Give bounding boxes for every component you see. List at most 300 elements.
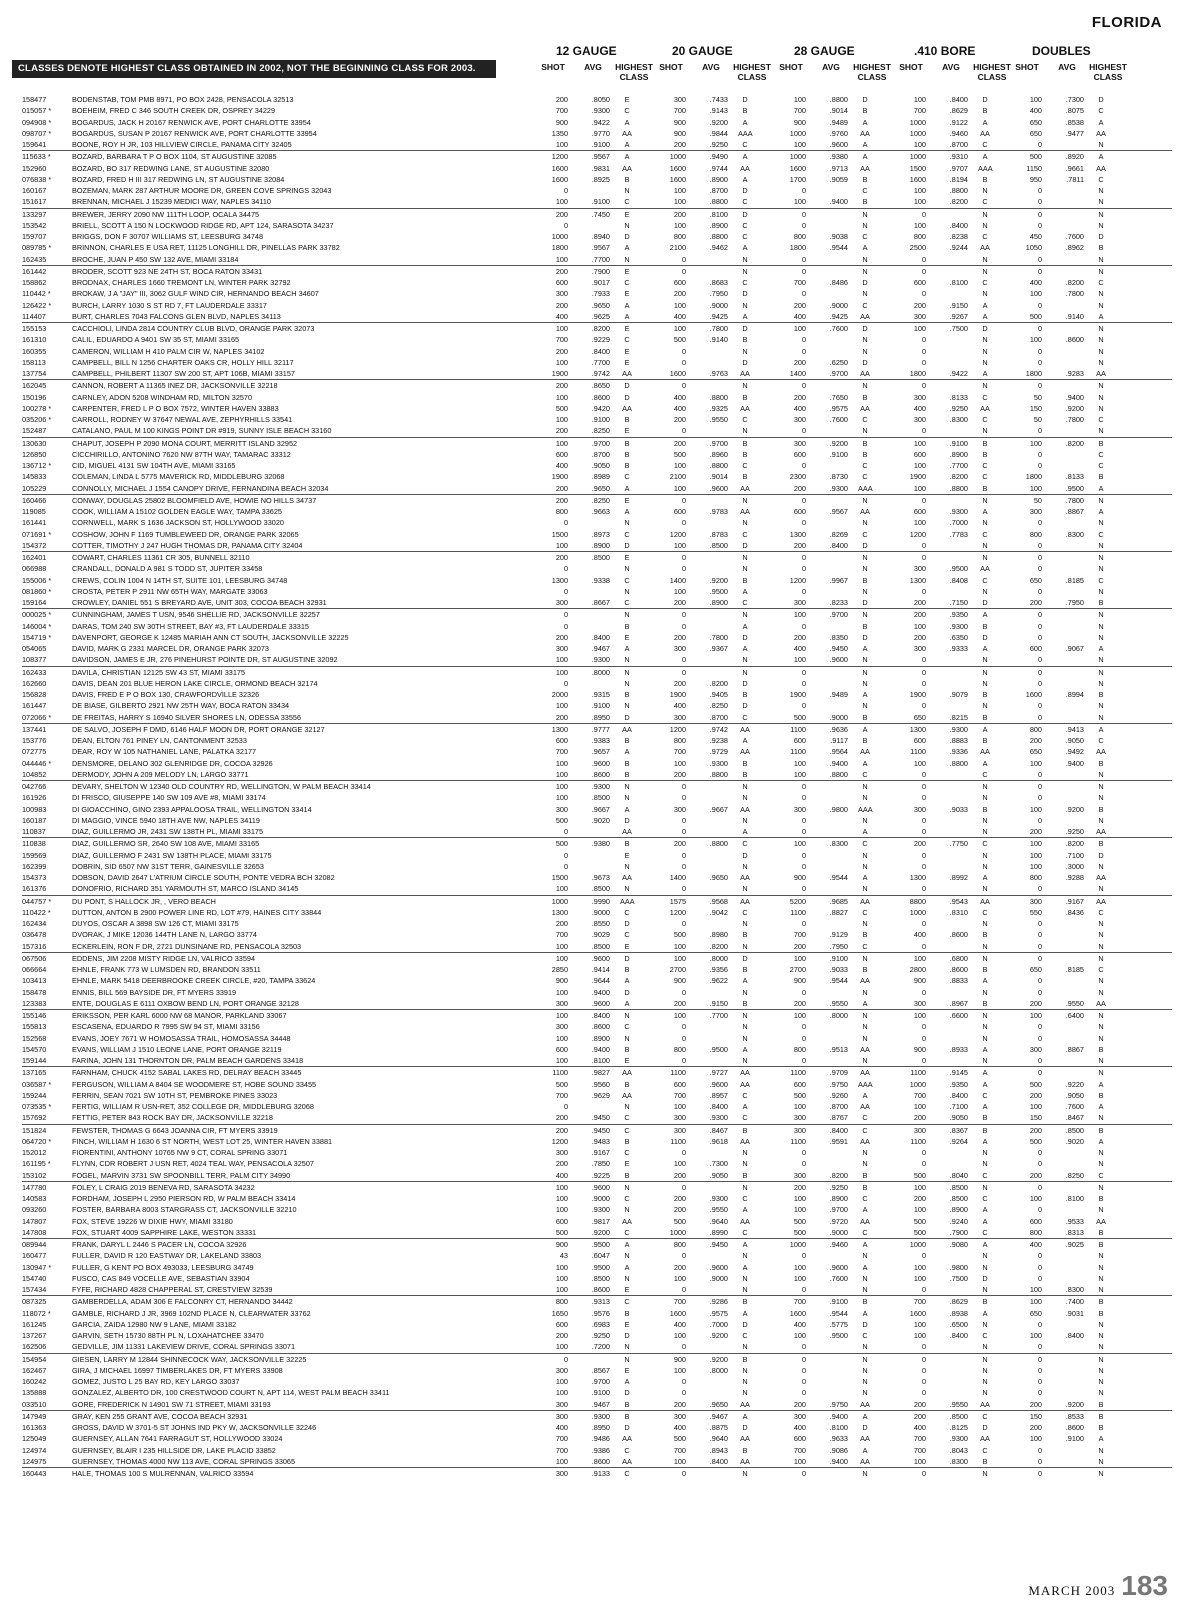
- 410-shot-cell: 0: [921, 987, 926, 997]
- 28ga-class-cell: N: [862, 655, 868, 665]
- table-row: [22, 712, 1172, 724]
- col-avg-header: AVG: [702, 62, 720, 72]
- dbl-avg-cell: .8313: [1065, 1227, 1084, 1237]
- table-row: [22, 1125, 1172, 1136]
- dbl-shot-cell: 100: [1029, 335, 1042, 345]
- 12ga-avg-cell: .7200: [591, 1342, 610, 1352]
- 12ga-class-cell: N: [624, 1011, 630, 1020]
- col-avg-header: AVG: [584, 62, 602, 72]
- table-row: [22, 311, 1172, 323]
- 410-avg-cell: .8700: [949, 140, 968, 149]
- 410-avg-cell: .8040: [949, 1170, 968, 1180]
- 12ga-avg-cell: .9700: [591, 438, 610, 448]
- 20ga-shot-cell: 500: [673, 1216, 686, 1226]
- 12ga-avg-cell: .9000: [591, 907, 610, 917]
- 12ga-class-cell: A: [624, 507, 630, 516]
- 28ga-class-cell: N: [862, 209, 868, 219]
- 20ga-class-cell: B: [742, 769, 748, 779]
- 410-shot-cell: 200: [913, 1411, 926, 1421]
- 410-avg-cell: .9336: [949, 747, 968, 757]
- member-name-address: GUERNSEY, ALLAN 7641 FARRAGUT ST, HOLLYWOOD 33024: [72, 1434, 283, 1444]
- 12ga-avg-cell: .9338: [591, 575, 610, 585]
- table-row: [22, 105, 1172, 116]
- 20ga-shot-cell: 800: [673, 1044, 686, 1054]
- 12ga-avg-cell: .8100: [591, 1056, 610, 1065]
- 410-class-cell: C: [982, 1411, 988, 1421]
- dbl-class-cell: B: [1098, 243, 1104, 253]
- 410-class-cell: B: [982, 106, 988, 116]
- 410-avg-cell: .9122: [949, 117, 968, 127]
- table-row: [22, 449, 1172, 460]
- 12ga-shot-cell: 100: [555, 1194, 568, 1203]
- 28ga-class-cell: D: [862, 95, 868, 104]
- member-name-address: GONZALEZ, ALBERTO DR, 100 CRESTWOOD COURT N, APT 114, WEST PALM BEACH 33411: [72, 1388, 390, 1398]
- 28ga-avg-cell: .8350: [829, 632, 848, 642]
- dbl-class-cell: N: [1098, 220, 1104, 230]
- 410-shot-cell: 0: [921, 1033, 926, 1043]
- 28ga-shot-cell: 100: [793, 655, 806, 665]
- member-id: 133297: [22, 209, 47, 219]
- 20ga-class-cell: N: [742, 782, 748, 791]
- 28ga-class-cell: N: [862, 678, 868, 688]
- 28ga-shot-cell: 0: [801, 701, 806, 711]
- 410-class-cell: AA: [980, 896, 990, 906]
- member-name-address: DENSMORE, DELANO 302 GLENRIDGE DR, COCOA 32926: [72, 758, 273, 768]
- 12ga-shot-cell: 300: [555, 644, 568, 653]
- table-row: [22, 746, 1172, 757]
- 12ga-shot-cell: 1200: [551, 152, 568, 162]
- 410-class-cell: A: [982, 758, 988, 768]
- dbl-avg-cell: .9200: [1065, 403, 1084, 413]
- member-name-address: DIAZ, GUILLERMO SR, 2640 SW 108 AVE, MIAMI 33165: [72, 839, 260, 849]
- 410-shot-cell: 700: [913, 1445, 926, 1455]
- 12ga-avg-cell: .8500: [591, 941, 610, 951]
- 410-class-cell: N: [982, 220, 988, 230]
- 12ga-shot-cell: 600: [555, 1216, 568, 1226]
- 12ga-avg-cell: .9229: [591, 335, 610, 345]
- dbl-class-cell: AA: [1096, 747, 1106, 757]
- 28ga-shot-cell: 1100: [790, 907, 806, 917]
- 28ga-class-cell: C: [862, 300, 868, 310]
- 410-avg-cell: .9267: [949, 311, 968, 321]
- member-name-address: FERRIN, SEAN 7021 SW 10TH ST, PEMBROKE PINES 33023: [72, 1090, 278, 1100]
- 12ga-class-cell: AA: [622, 724, 632, 734]
- dbl-shot-cell: 0: [1037, 1262, 1042, 1272]
- table-row: [22, 209, 1172, 220]
- dbl-shot-cell: 100: [1029, 95, 1042, 104]
- 410-shot-cell: 0: [921, 357, 926, 367]
- 20ga-shot-cell: 300: [673, 1125, 686, 1135]
- 12ga-class-cell: B: [624, 1079, 630, 1089]
- 28ga-shot-cell: 0: [801, 1377, 806, 1386]
- member-name-address: DI MAGGIO, VINCE 5940 18TH AVE NW, NAPLES 34119: [72, 815, 260, 825]
- dbl-avg-cell: .7600: [1065, 1102, 1084, 1111]
- 28ga-class-cell: AAA: [858, 483, 873, 493]
- 28ga-shot-cell: 0: [801, 1365, 806, 1375]
- table-row: [22, 689, 1172, 700]
- 20ga-shot-cell: 800: [673, 232, 686, 241]
- 20ga-shot-cell: 100: [673, 540, 686, 550]
- member-name-address: FLYNN, CDR ROBERT J USN RET, 4024 TEAL WAY, PENSACOLA 32507: [72, 1159, 314, 1169]
- 20ga-avg-cell: .8900: [709, 174, 728, 184]
- 12ga-shot-cell: 100: [555, 1273, 568, 1283]
- member-id: 087325: [22, 1297, 47, 1307]
- 12ga-avg-cell: .8600: [591, 1022, 610, 1032]
- table-row: [22, 334, 1172, 345]
- 410-class-cell: N: [982, 782, 988, 791]
- dbl-class-cell: B: [1098, 598, 1104, 607]
- 410-avg-cell: .9707: [949, 163, 968, 173]
- dbl-shot-cell: 1800: [1025, 369, 1042, 378]
- 20ga-class-cell: B: [742, 392, 748, 402]
- 12ga-shot-cell: 2000: [551, 690, 568, 699]
- table-row: [22, 414, 1172, 425]
- 410-avg-cell: .8500: [949, 1411, 968, 1421]
- dbl-shot-cell: 600: [1029, 644, 1042, 653]
- table-row: [22, 609, 1172, 620]
- 410-avg-cell: .8900: [949, 449, 968, 459]
- 28ga-avg-cell: .8000: [829, 1011, 848, 1020]
- 20ga-shot-cell: 200: [673, 632, 686, 642]
- 410-shot-cell: 100: [913, 1182, 926, 1192]
- 12ga-class-cell: C: [624, 278, 630, 287]
- dbl-avg-cell: .8867: [1065, 1044, 1084, 1054]
- table-row: [22, 392, 1172, 403]
- 410-class-cell: C: [982, 1445, 988, 1455]
- 20ga-shot-cell: 700: [673, 1297, 686, 1307]
- member-id: 094908 *: [22, 117, 52, 127]
- 410-avg-cell: .9460: [949, 128, 968, 138]
- 410-shot-cell: 100: [913, 483, 926, 493]
- 20ga-avg-cell: .9050: [709, 1170, 728, 1180]
- table-row: [22, 1044, 1172, 1055]
- dbl-avg-cell: .8467: [1065, 1113, 1084, 1123]
- 12ga-avg-cell: .8900: [591, 1033, 610, 1043]
- 28ga-class-cell: N: [862, 1365, 868, 1375]
- 20ga-class-cell: AA: [740, 1136, 750, 1146]
- 28ga-avg-cell: .9685: [829, 896, 848, 906]
- 28ga-avg-cell: .9100: [829, 953, 848, 963]
- 410-shot-cell: 700: [913, 1434, 926, 1444]
- table-row: [22, 1422, 1172, 1433]
- 20ga-class-cell: N: [742, 655, 748, 665]
- 28ga-shot-cell: 200: [793, 1182, 806, 1192]
- table-row: [22, 838, 1172, 849]
- dbl-shot-cell: 0: [1037, 1469, 1042, 1478]
- member-name-address: DUTTON, ANTON B 2900 POWER LINE RD, LOT #79, HAINES CITY 33844: [72, 907, 322, 917]
- 28ga-shot-cell: 400: [793, 1319, 806, 1329]
- dbl-avg-cell: .8300: [1065, 529, 1084, 539]
- member-id: 157434: [22, 1285, 47, 1294]
- 20ga-class-cell: A: [742, 644, 748, 653]
- member-name-address: DI FRISCO, GIUSEPPE 140 SW 109 AVE #8, MIAMI 33174: [72, 793, 266, 803]
- dbl-shot-cell: 500: [1029, 1079, 1042, 1089]
- member-id: 114407: [22, 311, 46, 321]
- member-id: 157692: [22, 1113, 47, 1123]
- 12ga-shot-cell: 500: [555, 403, 568, 413]
- 20ga-class-cell: A: [742, 1262, 748, 1272]
- dbl-class-cell: N: [1098, 392, 1104, 402]
- dbl-shot-cell: 0: [1037, 1205, 1042, 1215]
- 20ga-shot-cell: 500: [673, 1434, 686, 1444]
- 12ga-shot-cell: 0: [563, 220, 568, 230]
- 12ga-shot-cell: 100: [555, 1388, 568, 1398]
- member-name-address: CRANDALL, DONALD A 981 S TODD ST, JUPITER 33458: [72, 564, 263, 574]
- member-id: 105229: [22, 483, 47, 493]
- 12ga-shot-cell: 0: [563, 1354, 568, 1364]
- dbl-class-cell: N: [1098, 1456, 1104, 1466]
- 28ga-shot-cell: 0: [801, 564, 806, 574]
- member-id: 157316: [22, 941, 47, 951]
- 28ga-avg-cell: .9713: [829, 163, 848, 173]
- member-name-address: DIAZ, GUILLERMO F 2431 SW 138TH PLACE, MIAMI 33175: [72, 850, 272, 860]
- 12ga-class-cell: B: [624, 461, 630, 470]
- 410-shot-cell: 100: [913, 220, 926, 230]
- 12ga-shot-cell: 0: [563, 850, 568, 860]
- 28ga-shot-cell: 0: [801, 919, 806, 928]
- 12ga-shot-cell: 100: [555, 540, 568, 550]
- 20ga-avg-cell: .9568: [709, 896, 728, 906]
- 12ga-avg-cell: .9315: [591, 690, 610, 699]
- 20ga-class-cell: N: [742, 1342, 748, 1352]
- 28ga-avg-cell: .9544: [829, 976, 848, 986]
- 28ga-class-cell: AA: [860, 507, 870, 516]
- 20ga-shot-cell: 0: [681, 621, 686, 631]
- 20ga-shot-cell: 700: [673, 1445, 686, 1455]
- dbl-class-cell: C: [1098, 461, 1104, 470]
- 12ga-avg-cell: .9100: [591, 415, 610, 424]
- dbl-shot-cell: 0: [1037, 941, 1042, 951]
- 20ga-class-cell: C: [742, 1194, 748, 1203]
- table-row: [22, 953, 1172, 964]
- 410-avg-cell: .9100: [949, 438, 968, 448]
- 28ga-class-cell: D: [862, 278, 868, 287]
- member-id: 161926: [22, 793, 47, 803]
- 12ga-avg-cell: .9500: [591, 1262, 610, 1272]
- 410-class-cell: B: [982, 736, 988, 745]
- dbl-class-cell: B: [1098, 690, 1104, 699]
- 410-shot-cell: 0: [921, 1354, 926, 1364]
- table-row: [22, 621, 1172, 632]
- 28ga-shot-cell: 500: [793, 1216, 806, 1226]
- 20ga-shot-cell: 100: [673, 300, 686, 310]
- 28ga-shot-cell: 600: [793, 736, 806, 745]
- member-name-address: FUSCO, CAS 849 VOCELLE AVE, SEBASTIAN 33904: [72, 1273, 250, 1283]
- dbl-shot-cell: 50: [1033, 495, 1042, 505]
- member-name-address: FOGEL, MARVIN 3731 SW SPOONBILL TERR, PALM CITY 34990: [72, 1170, 291, 1180]
- 28ga-avg-cell: .9600: [829, 655, 848, 665]
- 28ga-avg-cell: .9600: [829, 1262, 848, 1272]
- 28ga-class-cell: D: [862, 598, 868, 607]
- member-name-address: CACCHIOLI, LINDA 2814 COUNTRY CLUB BLVD, ORANGE PARK 32073: [72, 324, 315, 333]
- 12ga-class-cell: N: [624, 667, 630, 677]
- 410-class-cell: B: [982, 930, 988, 940]
- 12ga-shot-cell: 2850: [551, 965, 568, 974]
- 20ga-avg-cell: .8800: [709, 461, 728, 470]
- member-name-address: DEAR, ROY W 105 NATHANIEL LANE, PALATKA 32177: [72, 747, 257, 757]
- 20ga-class-cell: N: [742, 564, 748, 574]
- 410-avg-cell: .8933: [949, 1044, 968, 1054]
- 20ga-avg-cell: .8800: [709, 197, 728, 207]
- dbl-avg-cell: .8436: [1065, 907, 1084, 917]
- 20ga-class-cell: D: [742, 678, 748, 688]
- member-id: 115633 *: [22, 152, 51, 162]
- 12ga-class-cell: AA: [622, 163, 632, 173]
- 20ga-avg-cell: .8875: [709, 1423, 728, 1432]
- dbl-shot-cell: 200: [1029, 1423, 1042, 1432]
- dbl-shot-cell: 550: [1029, 907, 1042, 917]
- table-row: [22, 1112, 1172, 1124]
- member-name-address: DVORAK, J MIKE 12036 144TH LANE N, LARGO 33774: [72, 930, 257, 940]
- 12ga-shot-cell: 700: [555, 1445, 568, 1455]
- 28ga-class-cell: B: [862, 1182, 868, 1192]
- 28ga-shot-cell: 200: [793, 392, 806, 402]
- 20ga-avg-cell: .9200: [709, 575, 728, 585]
- 20ga-avg-cell: .9500: [709, 586, 728, 596]
- 410-class-cell: A: [982, 724, 988, 734]
- 12ga-class-cell: E: [624, 941, 630, 951]
- 410-shot-cell: 0: [921, 850, 926, 860]
- dbl-avg-cell: .6400: [1065, 1011, 1084, 1020]
- 20ga-shot-cell: 500: [673, 335, 686, 345]
- 28ga-avg-cell: .8486: [829, 278, 848, 287]
- member-id: 136712 *: [22, 461, 52, 470]
- 28ga-shot-cell: 100: [793, 610, 806, 620]
- 410-class-cell: N: [982, 1377, 988, 1386]
- 20ga-class-cell: N: [742, 1182, 748, 1192]
- dbl-class-cell: N: [1098, 655, 1104, 665]
- dbl-avg-cell: .3000: [1065, 861, 1084, 871]
- table-row: [22, 987, 1172, 998]
- 20ga-class-cell: N: [742, 987, 748, 997]
- 20ga-class-cell: D: [742, 289, 748, 299]
- 28ga-shot-cell: 900: [793, 873, 806, 882]
- 20ga-class-cell: A: [742, 621, 748, 631]
- col-shot-header: SHOT: [541, 62, 565, 72]
- 410-class-cell: N: [982, 209, 988, 219]
- 28ga-avg-cell: .8800: [829, 95, 848, 104]
- 20ga-shot-cell: 100: [673, 1011, 686, 1020]
- 28ga-class-cell: A: [862, 724, 868, 734]
- 410-shot-cell: 100: [913, 621, 926, 631]
- member-id: 098707 *: [22, 128, 52, 138]
- 410-avg-cell: .9300: [949, 1434, 968, 1444]
- 20ga-shot-cell: 1575: [669, 896, 686, 906]
- table-row: [22, 597, 1172, 609]
- 20ga-shot-cell: 100: [673, 941, 686, 951]
- dbl-shot-cell: 1800: [1025, 472, 1042, 482]
- 28ga-class-cell: A: [862, 690, 868, 699]
- 410-class-cell: N: [982, 426, 988, 436]
- 12ga-avg-cell: .9313: [591, 1297, 610, 1307]
- 12ga-class-cell: N: [624, 564, 630, 574]
- 12ga-class-cell: D: [624, 1388, 630, 1398]
- 12ga-shot-cell: 100: [555, 1205, 568, 1215]
- 12ga-shot-cell: 700: [555, 1434, 568, 1444]
- 410-class-cell: N: [982, 289, 988, 299]
- member-name-address: BOZARD, BARBARA T P O BOX 1104, ST AUGUSTINE 32085: [72, 152, 277, 162]
- 410-class-cell: N: [982, 1342, 988, 1352]
- 28ga-shot-cell: 100: [793, 95, 806, 104]
- table-row: [22, 128, 1172, 139]
- 28ga-shot-cell: 0: [801, 586, 806, 596]
- dbl-class-cell: N: [1098, 782, 1104, 791]
- 410-avg-cell: .8883: [949, 736, 968, 745]
- 12ga-class-cell: N: [624, 1102, 630, 1111]
- table-row: [22, 220, 1172, 231]
- 410-shot-cell: 0: [921, 495, 926, 505]
- 20ga-avg-cell: .8467: [709, 1125, 728, 1135]
- member-name-address: GROSS, DAVID W 3701-5 ST JOHNS IND PKY W, JACKSONVILLE 32246: [72, 1423, 317, 1432]
- table-row: [22, 552, 1172, 563]
- member-name-address: FARNHAM, CHUCK 4152 SABAL LAKES RD, DELRAY BEACH 33445: [72, 1068, 302, 1078]
- 28ga-avg-cell: .9380: [829, 152, 848, 162]
- 12ga-shot-cell: 1900: [551, 369, 568, 378]
- 20ga-avg-cell: .9143: [709, 106, 728, 116]
- dbl-avg-cell: .9031: [1065, 1308, 1084, 1318]
- 28ga-avg-cell: .9400: [829, 197, 848, 207]
- member-name-address: BRINNON, CHARLES E USA RET, 11125 LONGHILL DR, PINELLAS PARK 33782: [72, 243, 340, 253]
- 410-shot-cell: 200: [913, 839, 926, 849]
- 12ga-avg-cell: .9500: [591, 1240, 610, 1249]
- 410-avg-cell: .8400: [949, 1331, 968, 1340]
- 28ga-class-cell: N: [862, 289, 868, 299]
- dbl-shot-cell: 0: [1037, 953, 1042, 963]
- dbl-shot-cell: 0: [1037, 346, 1042, 356]
- 410-shot-cell: 1800: [909, 369, 926, 378]
- 28ga-shot-cell: 1700: [789, 174, 806, 184]
- 410-shot-cell: 0: [921, 1388, 926, 1398]
- member-name-address: ECKERLEIN, RON F DR, 2721 DUNSINANE RD, PENSACOLA 32503: [72, 941, 302, 951]
- dbl-shot-cell: 0: [1037, 220, 1042, 230]
- 410-class-cell: N: [982, 1262, 988, 1272]
- dbl-class-cell: A: [1098, 311, 1104, 321]
- member-id: 162506: [22, 1342, 47, 1352]
- 28ga-avg-cell: .9250: [829, 1182, 848, 1192]
- table-row: [22, 872, 1172, 883]
- 12ga-avg-cell: .9700: [591, 1377, 610, 1386]
- 410-class-cell: A: [982, 1068, 988, 1078]
- dbl-class-cell: N: [1098, 941, 1104, 951]
- 12ga-shot-cell: 200: [555, 1113, 568, 1123]
- 28ga-class-cell: A: [862, 998, 868, 1008]
- 410-avg-cell: .8100: [949, 278, 968, 287]
- 20ga-avg-cell: .9622: [709, 976, 728, 986]
- member-id: 036478: [22, 930, 47, 940]
- 20ga-shot-cell: 0: [681, 357, 686, 367]
- 12ga-class-cell: N: [624, 655, 630, 665]
- dbl-class-cell: B: [1098, 438, 1104, 448]
- 28ga-shot-cell: 0: [801, 1056, 806, 1065]
- 20ga-class-cell: B: [742, 1354, 748, 1364]
- 410-shot-cell: 0: [921, 289, 926, 299]
- 20ga-class-cell: N: [742, 1033, 748, 1043]
- 410-class-cell: A: [982, 1079, 988, 1089]
- 12ga-class-cell: C: [624, 598, 630, 607]
- 410-shot-cell: 1000: [909, 128, 926, 138]
- dbl-shot-cell: 0: [1037, 884, 1042, 894]
- 20ga-avg-cell: .8800: [709, 232, 728, 241]
- 28ga-shot-cell: 1900: [789, 690, 806, 699]
- 20ga-class-cell: N: [742, 1251, 748, 1261]
- 28ga-shot-cell: 0: [801, 266, 806, 276]
- 28ga-shot-cell: 0: [801, 884, 806, 894]
- 410-shot-cell: 1300: [909, 873, 926, 882]
- 12ga-class-cell: N: [624, 518, 630, 528]
- 28ga-avg-cell: .9000: [829, 1227, 848, 1237]
- 410-shot-cell: 100: [913, 140, 926, 149]
- 28ga-class-cell: D: [862, 540, 868, 550]
